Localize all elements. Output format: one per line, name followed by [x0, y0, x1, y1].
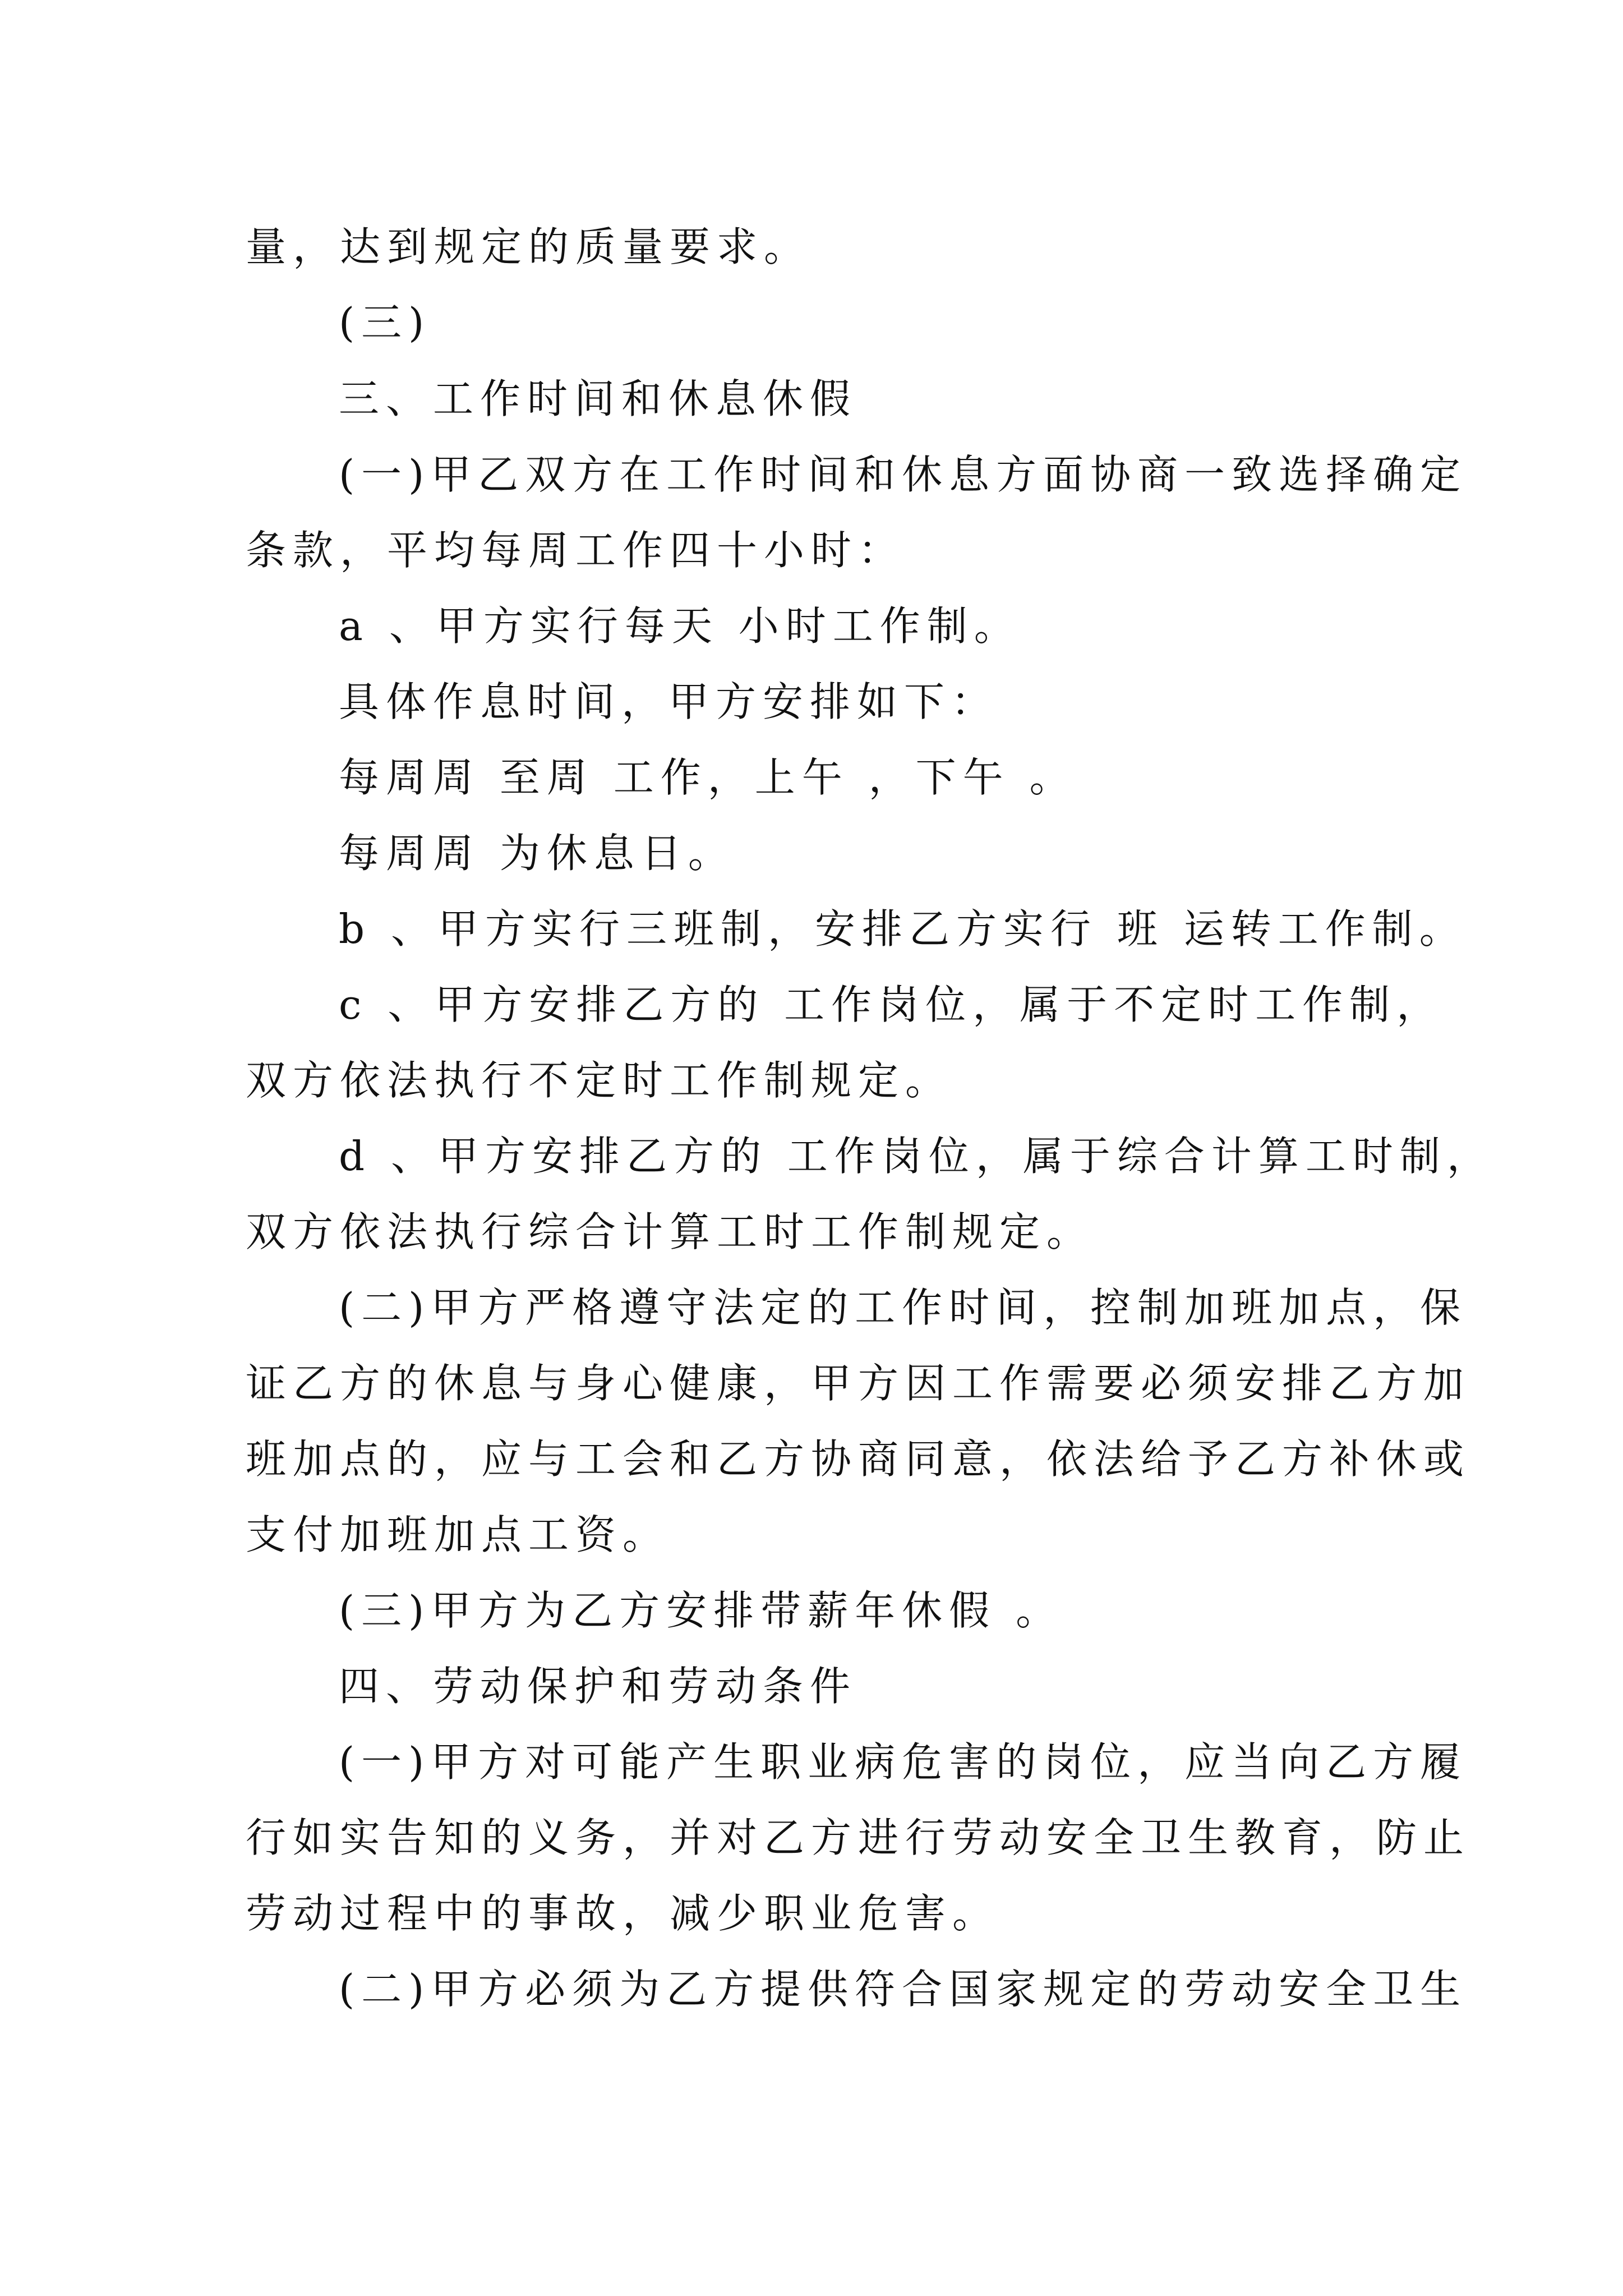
text-line: (一)甲乙双方在工作时间和休息方面协商一致选择确定 — [339, 451, 1468, 498]
text-line: 行如实告知的义务，并对乙方进行劳动安全卫生教育，防止 — [246, 1814, 1471, 1861]
text-line: 双方依法执行不定时工作制规定。 — [246, 1057, 953, 1104]
text-line: (三)甲方为乙方安排带薪年休假 。 — [339, 1587, 1063, 1634]
text-line: 班加点的，应与工会和乙方协商同意，依法给予乙方补休或 — [246, 1435, 1471, 1483]
text-line: (二)甲方严格遵守法定的工作时间，控制加班加点，保 — [339, 1284, 1468, 1331]
text-line: (一)甲方对可能产生职业病危害的岗位，应当向乙方履 — [339, 1738, 1468, 1786]
text-line: 每周周 至周 工作，上午 ，下午 。 — [339, 754, 1077, 801]
text-line: d 、甲方安排乙方的 工作岗位，属于综合计算工时制， — [339, 1133, 1494, 1180]
text-line: c 、甲方安排乙方的 工作岗位，属于不定时工作制， — [339, 981, 1444, 1028]
text-line: (二)甲方必须为乙方提供符合国家规定的劳动安全卫生 — [339, 1966, 1468, 2013]
text-line: 支付加班加点工资。 — [246, 1511, 670, 1558]
text-line: a 、甲方实行每天 小时工作制。 — [339, 602, 1021, 650]
section-heading: 四、劳动保护和劳动条件 — [339, 1663, 857, 1710]
text-line: b 、甲方实行三班制，安排乙方实行 班 运转工作制。 — [339, 905, 1467, 953]
text-line: 具体作息时间，甲方安排如下： — [339, 678, 999, 725]
text-line: 每周周 为休息日。 — [339, 830, 735, 877]
section-number: (三) — [339, 299, 431, 346]
text-line: 证乙方的休息与身心健康，甲方因工作需要必须安排乙方加 — [246, 1360, 1471, 1407]
text-line: 条款，平均每周工作四十小时： — [246, 527, 906, 574]
text-line: 劳动过程中的事故，减少职业危害。 — [246, 1890, 1000, 1937]
text-line: 量，达到规定的质量要求。 — [246, 223, 811, 270]
text-line: 双方依法执行综合计算工时工作制规定。 — [246, 1208, 1094, 1255]
section-heading: 三、工作时间和休息休假 — [339, 375, 857, 422]
